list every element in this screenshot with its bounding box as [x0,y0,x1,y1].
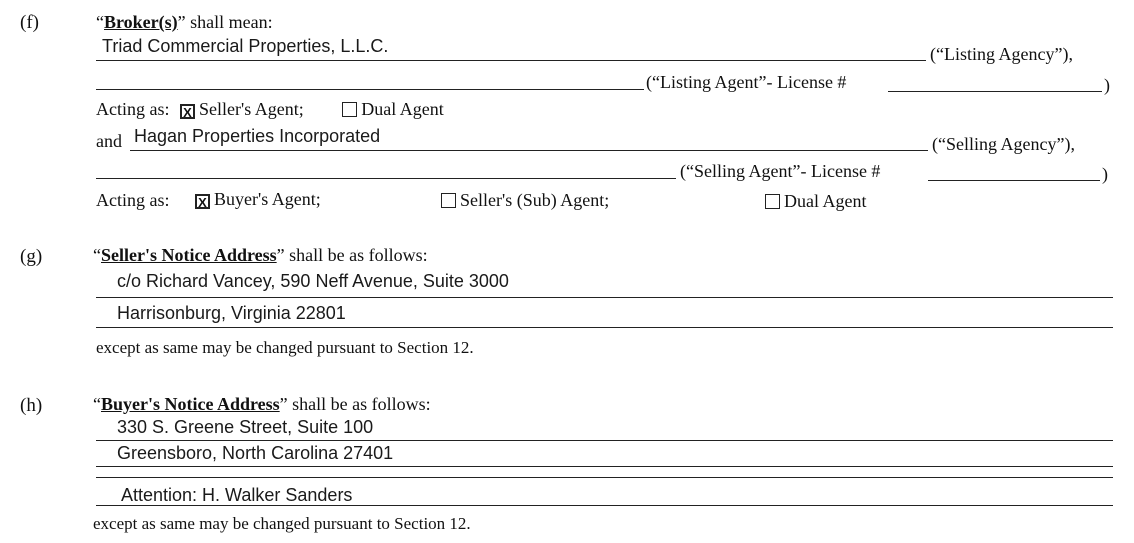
section-h-label: (h) [20,395,43,416]
listing-agency-label: (“Listing Agency”), [930,44,1073,64]
acting-as-label-1: Acting as: [96,99,170,119]
sellers-notice-intro-rest: shall be as follows: [284,245,428,265]
acting-as-label-2: Acting as: [96,190,170,210]
dual-agent-checkbox-2[interactable] [765,194,780,209]
sellers-notice-rule-2 [96,327,1113,328]
listing-license-line [888,91,1102,92]
section-f-label: (f) [20,12,39,33]
buyers-notice-term: Buyer's Notice Address [101,394,280,414]
buyers-notice-rule-1 [96,440,1113,441]
selling-license-line [928,180,1100,181]
dual-agent-label-1: Dual Agent [361,99,444,119]
sellers-sub-agent-label: Seller's (Sub) Agent; [460,190,610,210]
brokers-term: Broker(s) [104,12,178,32]
buyers-notice-attention: Attention: H. Walker Sanders [121,485,353,505]
brokers-definition: “Broker(s)” shall mean: [96,12,273,32]
and-word: and [96,131,122,151]
selling-agent-label: (“Selling Agent”- License # [680,161,881,181]
buyers-agent-option [195,190,321,209]
sellers-notice-footer: except as same may be changed pursuant to Section 12. [96,338,474,357]
sellers-notice-line-2: Harrisonburg, Virginia 22801 [117,303,346,323]
sellers-agent-checkbox[interactable]: X [180,104,195,119]
selling-agency-label: (“Selling Agency”), [932,134,1075,154]
sellers-notice-term: Seller's Notice Address [101,245,277,265]
acting-as-row-1 [96,100,444,119]
sellers-notice-rule-1 [96,297,1113,298]
sellers-agent-label: Seller's Agent; [199,99,304,119]
section-g-label: (g) [20,246,43,267]
selling-agency-value: Hagan Properties Incorporated [134,126,381,146]
buyers-agent-label: Buyer's Agent; [214,189,321,209]
buyers-notice-rule-2 [96,466,1113,467]
buyers-notice-definition: “Buyer's Notice Address” shall be as follows: [93,394,431,414]
buyers-notice-footer: except as same may be changed pursuant to Section 12. [93,514,471,533]
buyers-agent-checkbox[interactable]: X [195,194,210,209]
buyers-notice-rule-3 [96,477,1113,478]
selling-agency-line [130,150,928,151]
sellers-sub-agent-option [441,191,609,209]
dual-agent-checkbox-1[interactable] [342,102,357,117]
listing-license-close-paren: ) [1104,75,1110,95]
listing-agent-line [96,89,644,90]
selling-license-close-paren: ) [1102,164,1108,184]
dual-agent-option-2 [765,192,867,210]
buyers-notice-rule-4 [96,505,1113,506]
sellers-sub-agent-checkbox[interactable] [441,193,456,208]
selling-agent-line [96,178,676,179]
listing-agency-value: Triad Commercial Properties, L.L.C. [102,36,389,56]
sellers-notice-definition: “Seller's Notice Address” shall be as follows: [93,245,428,265]
buyers-notice-line-2: Greensboro, North Carolina 27401 [117,443,394,463]
listing-agency-line [96,60,926,61]
buyers-notice-line-1: 330 S. Greene Street, Suite 100 [117,417,374,437]
dual-agent-label-2: Dual Agent [784,191,867,211]
sellers-notice-line-1: c/o Richard Vancey, 590 Neff Avenue, Suite 3000 [117,271,509,291]
buyers-notice-intro-rest: shall be as follows: [287,394,431,414]
brokers-intro-rest: shall mean: [185,12,273,32]
listing-agent-label: (“Listing Agent”- License # [646,72,847,92]
